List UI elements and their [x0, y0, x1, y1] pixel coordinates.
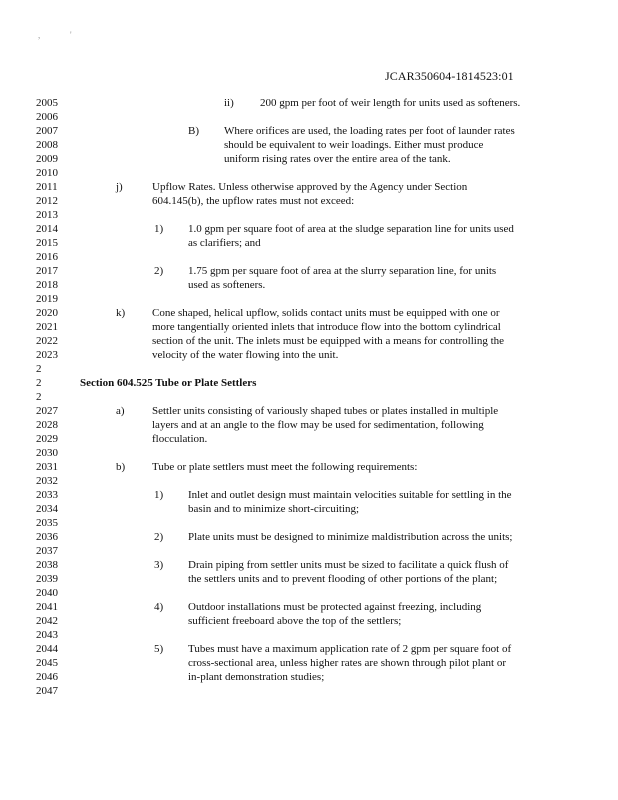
item-text-b: Tube or plate settlers must meet the following requirements:: [152, 461, 418, 473]
line-number: 2007: [36, 125, 58, 137]
line-number: 2012: [36, 195, 58, 207]
line-number: 2011: [36, 181, 58, 193]
item-text-b5-line: Tubes must have a maximum application rate of 2 gpm per square foot of: [188, 643, 512, 655]
line-number: 2020: [36, 307, 58, 319]
item-text-k-line: more tangentially oriented inlets that introduce flow into the bottom cylindrical: [152, 321, 501, 333]
line-number: 2041: [36, 601, 58, 613]
line-number: 2018: [36, 279, 58, 291]
item-text-B-line: Where orifices are used, the loading rates per foot of launder rates: [224, 125, 515, 137]
line-number: 2028: [36, 419, 58, 431]
item-text-j2-line: 1.75 gpm per square foot of area at the slurry separation line, for units: [188, 265, 497, 277]
line-number: 2043: [36, 629, 58, 641]
item-text-b5-line: in-plant demonstration studies;: [188, 671, 325, 683]
line-number: 2008: [36, 139, 58, 151]
line-number: 2016: [36, 251, 58, 263]
item-text-a-line: Settler units consisting of variously shaped tubes or plates installed in multiple: [152, 405, 499, 417]
section-heading: Section 604.525 Tube or Plate Settlers: [80, 377, 257, 389]
scan-mark: ': [70, 30, 72, 40]
line-number: 2: [36, 391, 42, 403]
line-number: 2042: [36, 615, 58, 627]
scan-mark: ,: [38, 30, 41, 40]
item-text-b4-line: Outdoor installations must be protected against freezing, including: [188, 601, 482, 613]
line-number: 2010: [36, 167, 58, 179]
line-number: 2047: [36, 685, 58, 697]
line-number: 2030: [36, 447, 58, 459]
line-number: 2039: [36, 573, 58, 585]
item-text-j1-line: as clarifiers; and: [188, 237, 261, 249]
item-label-a: a): [116, 405, 125, 417]
item-label-j: j): [116, 181, 123, 193]
item-text-b3-line: the settlers units and to prevent flooding of other portions of the plant;: [188, 573, 498, 585]
item-text-j-line: Upflow Rates. Unless otherwise approved by the Agency under Section: [152, 181, 468, 193]
item-label-b: b): [116, 461, 126, 473]
item-text-b1-line: Inlet and outlet design must maintain velocities suitable for settling in the: [188, 489, 512, 501]
line-number: 2032: [36, 475, 58, 487]
line-number: 2021: [36, 321, 58, 333]
line-number: 2040: [36, 587, 58, 599]
item-text-k-line: section of the unit. The inlets must be equipped with a means for controlling the: [152, 335, 505, 347]
line-number: 2045: [36, 657, 58, 669]
item-text-k-line: Cone shaped, helical upflow, solids contact units must be equipped with one or: [152, 307, 500, 319]
item-text-B-line: should be equivalent to weir loadings. Either must produce: [224, 139, 484, 151]
line-number: 2017: [36, 265, 58, 277]
item-label-b2: 2): [154, 531, 164, 543]
line-number: 2: [36, 363, 42, 375]
line-number: 2014: [36, 223, 58, 235]
item-label-B: B): [188, 125, 199, 137]
line-number: 2022: [36, 335, 58, 347]
line-number: 2019: [36, 293, 58, 305]
item-text-b2: Plate units must be designed to minimize maldistribution across the units;: [188, 531, 513, 543]
item-text-j-line: 604.145(b), the upflow rates must not exceed:: [152, 195, 355, 207]
line-number: 2033: [36, 489, 58, 501]
line-number: 2027: [36, 405, 58, 417]
document-id-header: JCAR350604-1814523:01: [385, 69, 514, 83]
item-label-b4: 4): [154, 601, 164, 613]
line-number: 2: [36, 377, 42, 389]
line-number: 2009: [36, 153, 58, 165]
line-number: 2037: [36, 545, 58, 557]
item-text-ii: 200 gpm per foot of weir length for units used as softeners.: [260, 97, 521, 109]
item-label-k: k): [116, 307, 126, 319]
line-number: 2023: [36, 349, 58, 361]
line-number: 2046: [36, 671, 58, 683]
line-number: 2006: [36, 111, 58, 123]
line-number: 2034: [36, 503, 58, 515]
item-text-b3-line: Drain piping from settler units must be sized to facilitate a quick flush of: [188, 559, 509, 571]
item-text-B-line: uniform rising rates over the entire area of the tank.: [224, 153, 451, 165]
line-number: 2036: [36, 531, 58, 543]
item-text-j2-line: used as softeners.: [188, 279, 266, 291]
item-label-ii: ii): [224, 97, 234, 109]
line-number: 2013: [36, 209, 58, 221]
item-text-a-line: flocculation.: [152, 433, 208, 445]
line-number: 2031: [36, 461, 58, 473]
item-label-b5: 5): [154, 643, 164, 655]
item-text-b4-line: sufficient freeboard above the top of the settlers;: [188, 615, 402, 627]
item-label-j2: 2): [154, 265, 164, 277]
line-number: 2029: [36, 433, 58, 445]
item-label-j1: 1): [154, 223, 164, 235]
item-label-b3: 3): [154, 559, 164, 571]
line-number: 2015: [36, 237, 58, 249]
line-number: 2044: [36, 643, 58, 655]
item-text-a-line: layers and at an angle to the flow may be used for sedimentation, following: [152, 419, 484, 431]
item-text-j1-line: 1.0 gpm per square foot of area at the sludge separation line for units used: [188, 223, 514, 235]
line-number: 2005: [36, 97, 58, 109]
item-text-b5-line: cross-sectional area, unless higher rates are shown through pilot plant or: [188, 657, 506, 669]
line-number: 2035: [36, 517, 58, 529]
line-number: 2038: [36, 559, 58, 571]
item-text-k-line: velocity of the water flowing into the unit.: [152, 349, 339, 361]
item-label-b1: 1): [154, 489, 164, 501]
item-text-b1-line: basin and to minimize short-circuiting;: [188, 503, 360, 515]
